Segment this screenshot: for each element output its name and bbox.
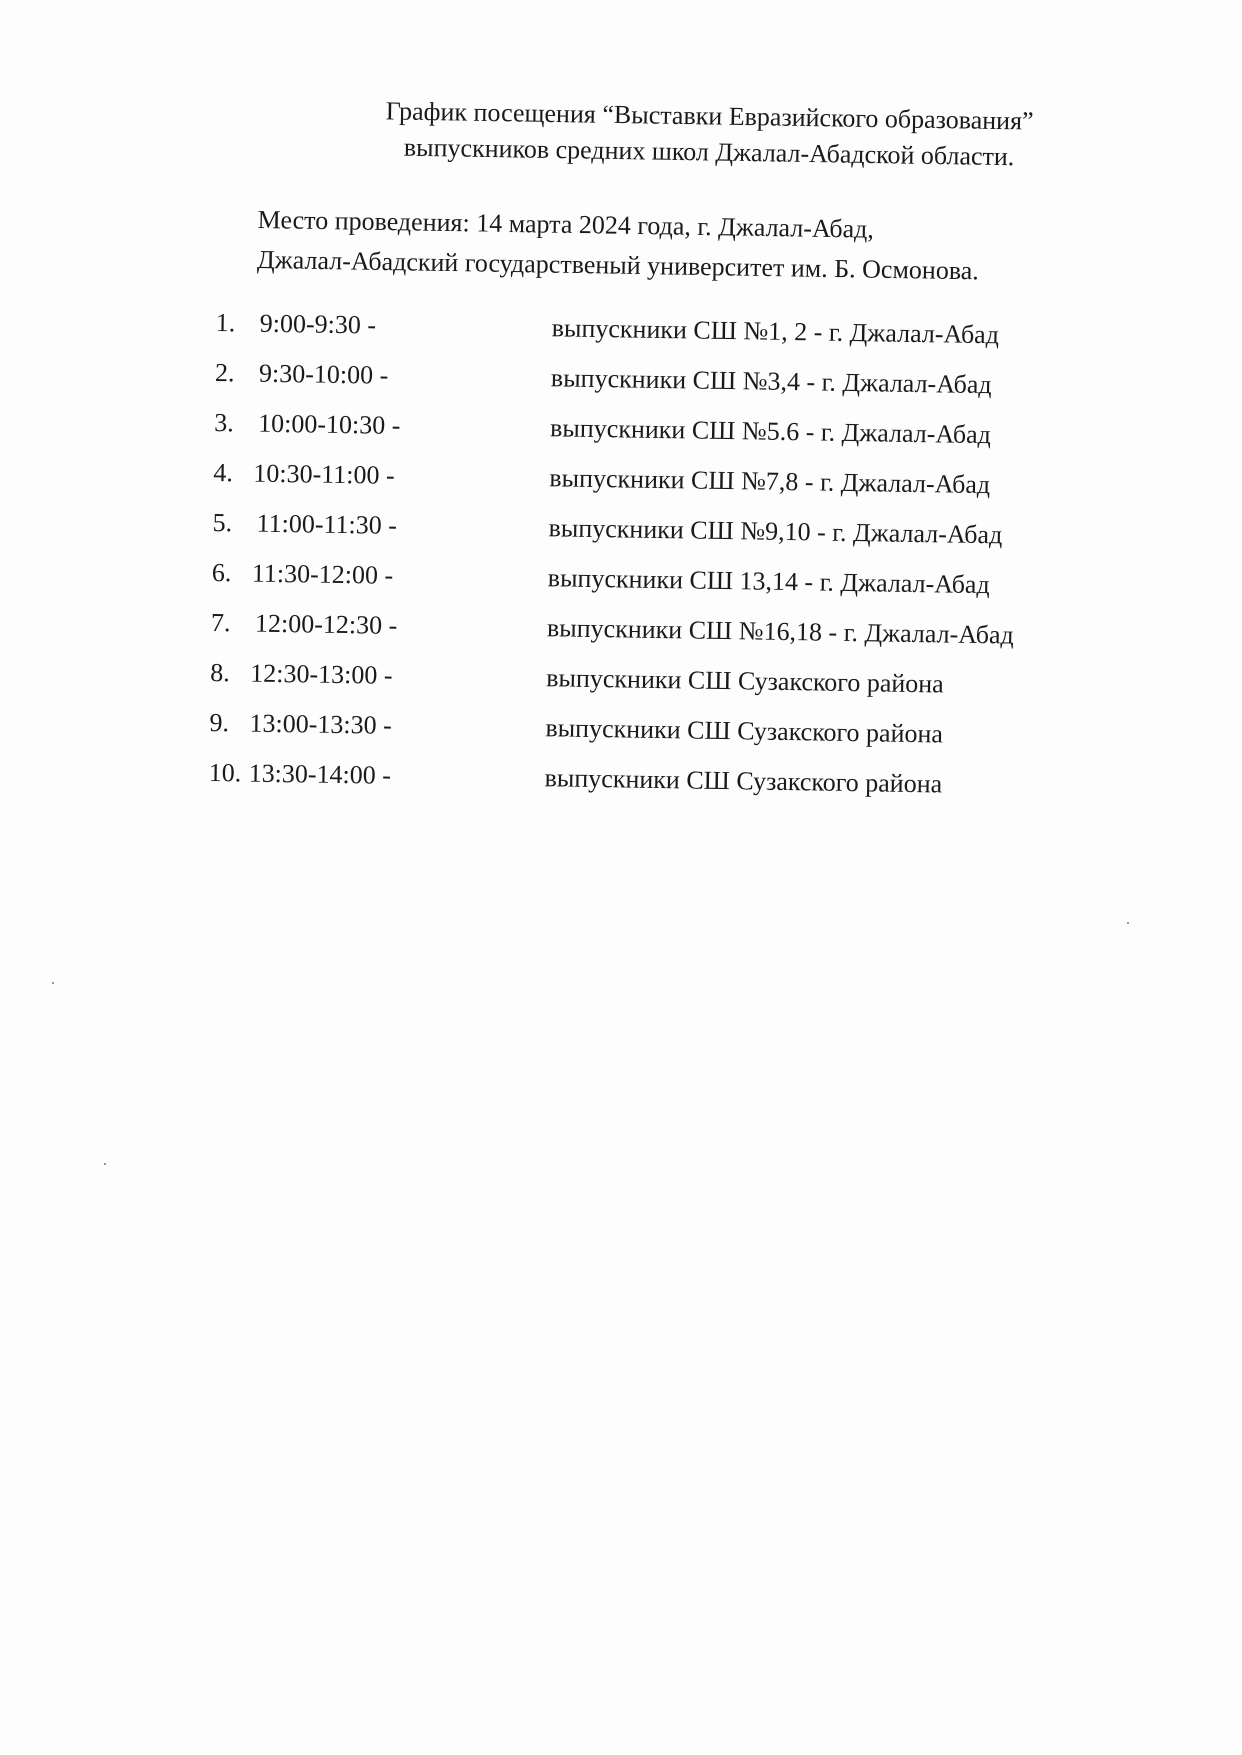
row-number: 6. [211, 557, 232, 588]
row-number: 2. [214, 357, 235, 388]
row-time: 11:30-12:00 - [251, 558, 394, 590]
scan-speck [104, 1163, 106, 1165]
venue-info [257, 200, 1158, 294]
row-number: 4. [213, 457, 234, 488]
row-time: 12:00-12:30 - [254, 608, 398, 640]
row-group: выпускники СШ Сузакского района [545, 713, 944, 749]
row-time: 13:00-13:30 - [249, 708, 392, 740]
row-number: 10. [208, 757, 242, 788]
row-time: 12:30-13:00 - [250, 658, 393, 690]
row-group: выпускники СШ №3,4 - г. Джалал-Абад [550, 363, 992, 400]
row-group: выпускники СШ №16,18 - г. Джалал-Абад [546, 613, 1014, 650]
row-group: выпускники СШ №9,10 - г. Джалал-Абад [548, 513, 1003, 550]
venue-line-1: Место проведения: 14 марта 2024 года, г. Джалал-Абад, [257, 204, 875, 244]
row-group: выпускники СШ №5.6 - г. Джалал-Абад [549, 413, 992, 450]
row-number: 3. [213, 407, 234, 438]
row-time: 13:30-14:00 - [248, 758, 392, 790]
scan-speck [52, 982, 54, 984]
schedule-list [208, 308, 1116, 822]
row-group: выпускники СШ Сузакского района [546, 663, 944, 699]
row-number: 9. [209, 707, 230, 738]
row-group: выпускники СШ Сузакского района [544, 763, 943, 799]
row-group: выпускники СШ №7,8 - г. Джалал-Абад [549, 463, 991, 500]
title-line-2: выпускников средних школ Джалал-Абадской области. [403, 132, 1015, 172]
venue-line-2: Джалал-Абадский государственый университет им. Б. Осмонова. [256, 244, 980, 286]
row-time: 11:00-11:30 - [256, 508, 398, 540]
row-group: выпускники СШ №1, 2 - г. Джалал-Абад [551, 313, 1000, 350]
row-time: 10:00-10:30 - [257, 408, 401, 440]
row-number: 7. [210, 607, 231, 638]
row-time: 9:30-10:00 - [258, 358, 389, 390]
scan-speck [1127, 922, 1129, 924]
row-time: 10:30-11:00 - [253, 458, 395, 490]
row-number: 1. [215, 308, 236, 338]
row-group: выпускники СШ 13,14 - г. Джалал-Абад [547, 563, 990, 600]
row-number: 8. [210, 657, 231, 688]
document-title [299, 92, 1120, 177]
title-line-1: График посещения “Выставки Евразийского образования” [385, 96, 1034, 136]
row-number: 5. [212, 507, 233, 538]
row-time: 9:00-9:30 - [259, 308, 377, 340]
